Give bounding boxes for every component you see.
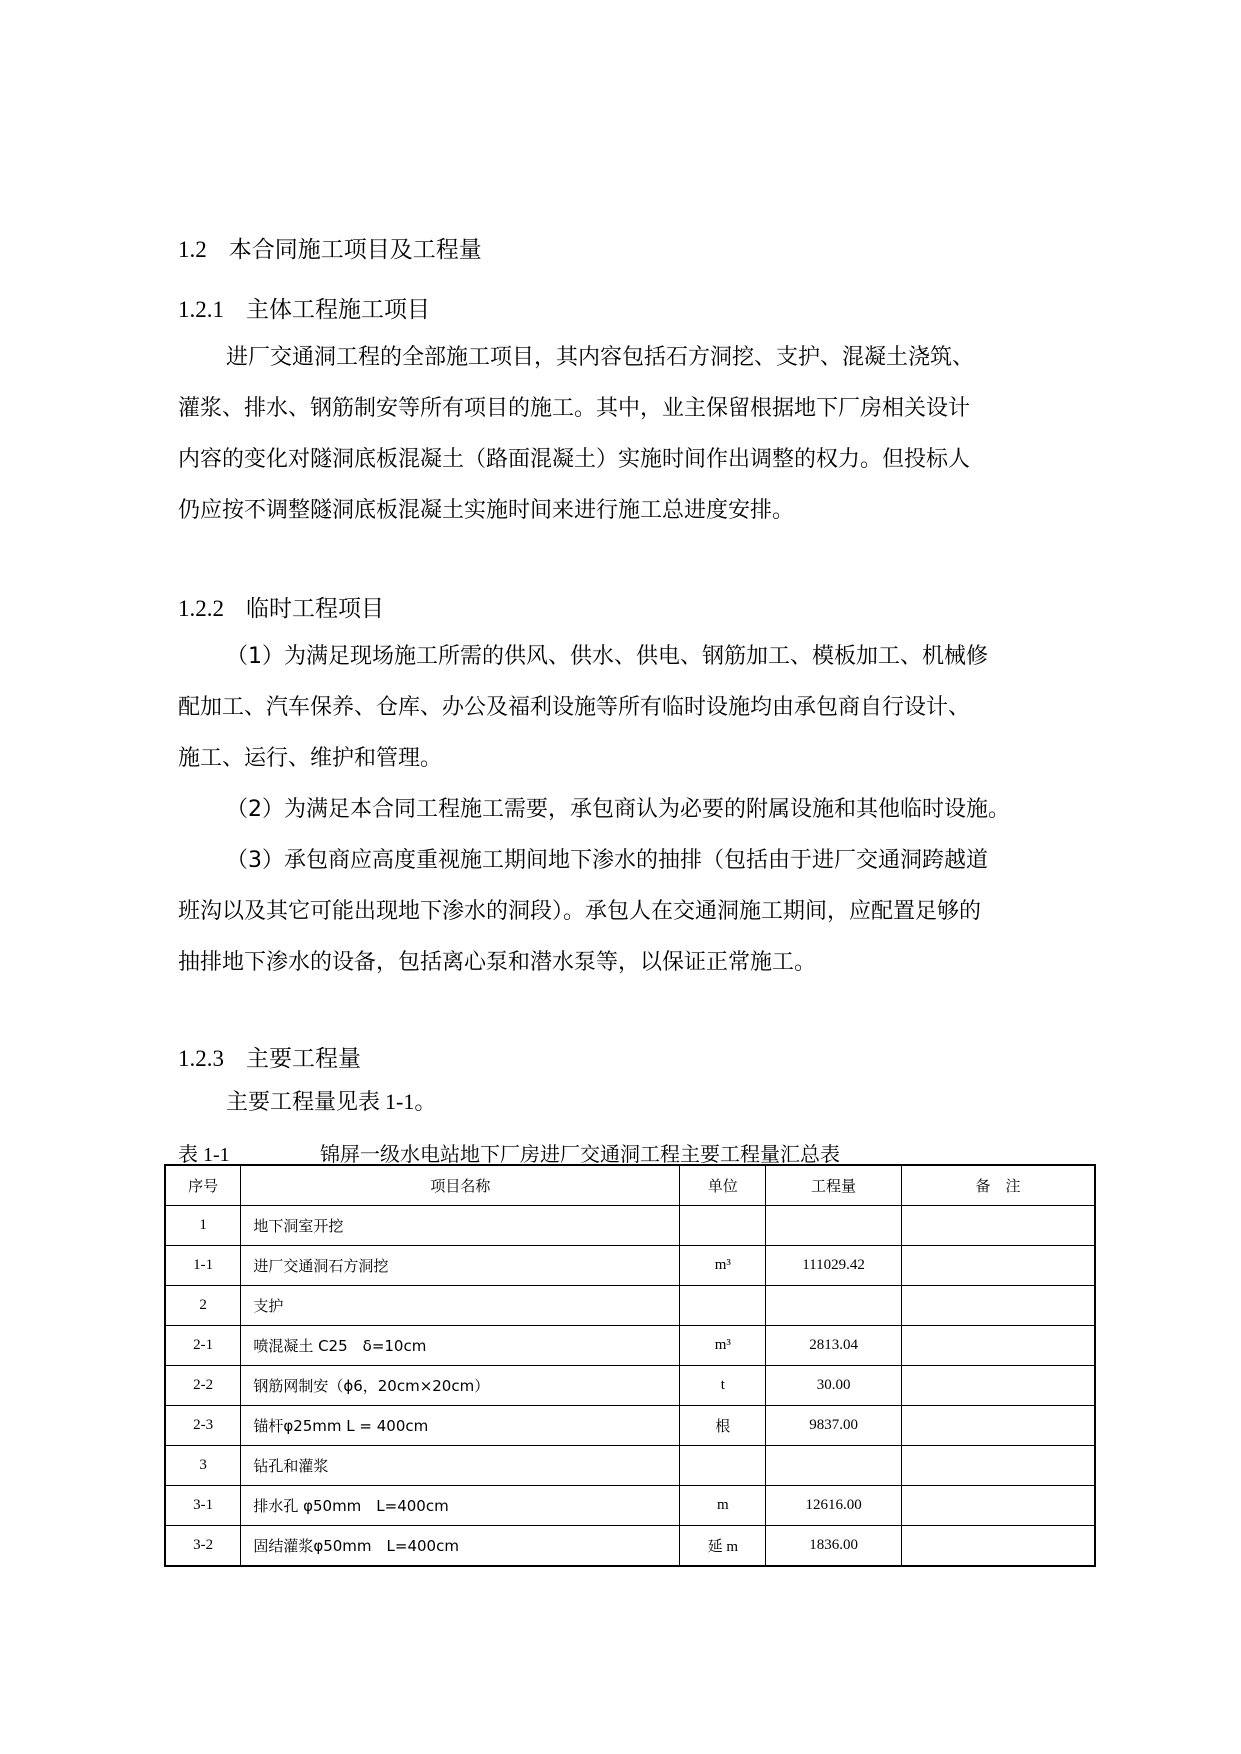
paragraph-main-works — [178, 332, 1088, 536]
table-caption — [178, 1138, 1078, 1167]
caption-prefix: 表 — [178, 1142, 198, 1166]
cell-note — [901, 1406, 1095, 1446]
cell-no: 2-2 — [165, 1366, 241, 1406]
cell-name: 支护 — [241, 1286, 680, 1326]
cell-no: 3-2 — [165, 1526, 241, 1567]
table-row — [165, 1406, 1095, 1446]
cell-qty — [766, 1446, 902, 1486]
section-number: 1.2.2 — [178, 596, 224, 621]
section-heading-1-2-2 — [178, 590, 384, 623]
cell-unit: m³ — [680, 1246, 766, 1286]
intro-text: 主要工程量见表 — [226, 1090, 381, 1115]
cell-no: 1 — [165, 1206, 241, 1246]
table-row — [165, 1286, 1095, 1326]
header-unit: 单位 — [680, 1165, 766, 1206]
cell-no: 1-1 — [165, 1246, 241, 1286]
cell-name: 排水孔 φ50mm L=400cm — [241, 1486, 680, 1526]
cell-name: 钢筋网制安（ϕ6，20cm×20cm） — [241, 1366, 680, 1406]
section-number: 1.2.1 — [178, 297, 224, 322]
header-remarks: 备 注 — [901, 1165, 1095, 1206]
cell-note — [901, 1326, 1095, 1366]
section-title: 本合同施工项目及工程量 — [228, 237, 482, 263]
table-row — [165, 1366, 1095, 1406]
paragraph-line: （2）为满足本合同工程施工需要，承包商认为必要的附属设施和其他临时设施。 — [226, 797, 1010, 822]
paragraph-line: 抽排地下渗水的设备，包括离心泵和潜水泵等，以保证正常施工。 — [178, 950, 817, 975]
cell-qty: 111029.42 — [766, 1246, 902, 1286]
caption-title: 锦屏一级水电站地下厂房进厂交通洞工程主要工程量汇总表 — [320, 1142, 840, 1166]
paragraph-temp-works — [178, 631, 1088, 988]
cell-unit — [680, 1286, 766, 1326]
cell-name: 地下洞室开挖 — [241, 1206, 680, 1246]
paragraph-line: （1）为满足现场施工所需的供风、供水、供电、钢筋加工、模板加工、机械修 — [226, 644, 988, 669]
table-row — [165, 1486, 1095, 1526]
section-title: 临时工程项目 — [246, 596, 384, 622]
caption-number: 1-1 — [203, 1144, 230, 1166]
cell-unit — [680, 1446, 766, 1486]
cell-note — [901, 1486, 1095, 1526]
cell-qty: 9837.00 — [766, 1406, 902, 1446]
cell-note — [901, 1206, 1095, 1246]
paragraph-line: 施工、运行、维护和管理。 — [178, 746, 443, 771]
cell-no: 2-1 — [165, 1326, 241, 1366]
cell-note — [901, 1366, 1095, 1406]
quantity-table — [164, 1164, 1096, 1567]
cell-qty: 30.00 — [766, 1366, 902, 1406]
cell-qty — [766, 1206, 902, 1246]
section-title: 主体工程施工项目 — [246, 297, 430, 323]
cell-note — [901, 1446, 1095, 1486]
cell-qty — [766, 1286, 902, 1326]
intro-end: 。 — [414, 1090, 437, 1115]
paragraph-line: 班沟以及其它可能出现地下渗水的洞段）。承包人在交通洞施工期间，应配置足够的 — [178, 899, 982, 924]
paragraph-line: 进厂交通洞工程的全部施工项目，其内容包括石方洞挖、支护、混凝土浇筑、 — [226, 345, 975, 370]
cell-name: 锚杆φ25mm L = 400cm — [241, 1406, 680, 1446]
cell-note — [901, 1526, 1095, 1567]
cell-note — [901, 1246, 1095, 1286]
cell-note — [901, 1286, 1095, 1326]
cell-qty: 1836.00 — [766, 1526, 902, 1567]
header-item-name: 项目名称 — [241, 1165, 680, 1206]
header-no: 序号 — [165, 1165, 241, 1206]
table-row — [165, 1246, 1095, 1286]
paragraph-line: 内容的变化对隧洞底板混凝土（路面混凝土）实施时间作出调整的权力。但投标人 — [178, 447, 971, 472]
section-number: 1.2.3 — [178, 1046, 224, 1071]
cell-unit: m³ — [680, 1326, 766, 1366]
section-heading-1-2-1 — [178, 291, 430, 324]
cell-qty: 2813.04 — [766, 1326, 902, 1366]
paragraph-line: 配加工、汽车保养、仓库、办公及福利设施等所有临时设施均由承包商自行设计、 — [178, 695, 971, 720]
cell-name: 钻孔和灌浆 — [241, 1446, 680, 1486]
cell-qty: 12616.00 — [766, 1486, 902, 1526]
cell-unit — [680, 1206, 766, 1246]
cell-unit: 延 m — [680, 1526, 766, 1567]
section-heading-1-2 — [178, 231, 482, 264]
paragraph-line: 仍应按不调整隧洞底板混凝土实施时间来进行施工总进度安排。 — [178, 498, 795, 523]
section-number: 1.2 — [178, 237, 207, 262]
section-heading-1-2-3 — [178, 1040, 361, 1073]
cell-name: 喷混凝土 C25 δ=10cm — [241, 1326, 680, 1366]
section-title: 主要工程量 — [246, 1046, 361, 1072]
cell-unit: 根 — [680, 1406, 766, 1446]
table-header-row — [165, 1165, 1095, 1206]
cell-no: 2-3 — [165, 1406, 241, 1446]
header-quantity: 工程量 — [766, 1165, 902, 1206]
cell-no: 2 — [165, 1286, 241, 1326]
cell-name: 固结灌浆φ50mm L=400cm — [241, 1526, 680, 1567]
paragraph-line: 灌浆、排水、钢筋制安等所有项目的施工。其中，业主保留根据地下厂房相关设计 — [178, 396, 971, 421]
table-row — [165, 1446, 1095, 1486]
table-row — [165, 1326, 1095, 1366]
table-row — [165, 1526, 1095, 1567]
cell-no: 3-1 — [165, 1486, 241, 1526]
cell-no: 3 — [165, 1446, 241, 1486]
paragraph-line: （3）承包商应高度重视施工期间地下渗水的抽排（包括由于进厂交通洞跨越道 — [226, 848, 988, 873]
cell-name: 进厂交通洞石方洞挖 — [241, 1246, 680, 1286]
table-row — [165, 1206, 1095, 1246]
table-ref: 1-1 — [385, 1089, 415, 1114]
paragraph-table-intro — [178, 1085, 1088, 1120]
cell-unit: m — [680, 1486, 766, 1526]
cell-unit: t — [680, 1366, 766, 1406]
